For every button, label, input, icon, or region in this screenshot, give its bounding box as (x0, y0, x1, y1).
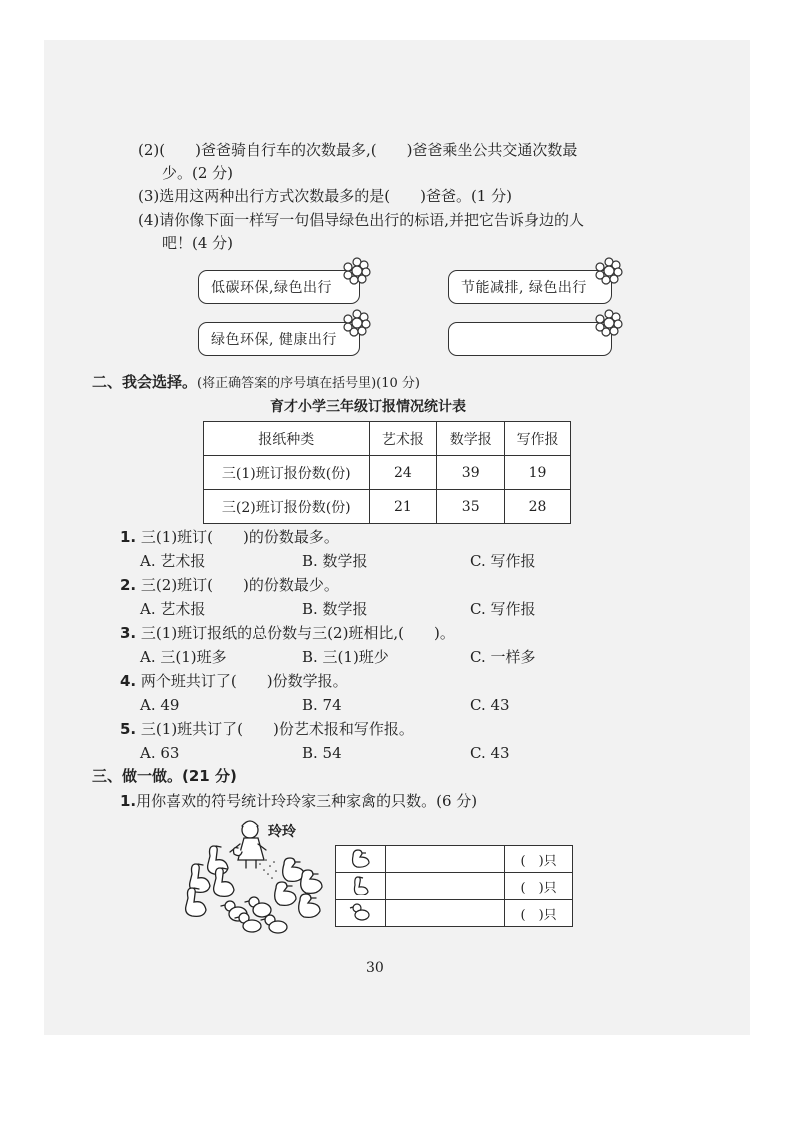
tally-row (336, 846, 573, 873)
question-text: 三(1)班订报纸的总份数与三(2)班相比,( )。 (140, 624, 455, 642)
table-row-label: 三(2)班订报份数(份) (204, 490, 370, 524)
tally-row (336, 873, 573, 900)
tally-row (336, 900, 573, 927)
slogan-bubble (448, 270, 612, 304)
section-2-heading: 二、我会选择。 (92, 373, 198, 391)
slogan-text: 节能减排, 绿色出行 (461, 280, 587, 296)
question-number: 4. (120, 672, 137, 690)
subscription-table (203, 421, 571, 524)
tally-input[interactable] (385, 900, 504, 927)
question-number: 2. (120, 576, 137, 594)
section-3-heading: 三、做一做。(21 分) (92, 767, 237, 785)
table-header-cell: 数学报 (437, 422, 505, 456)
option-c[interactable]: C. 一样多 (470, 648, 536, 666)
option-a[interactable]: A. 三(1)班多 (140, 648, 227, 666)
goose-icon (348, 873, 372, 895)
slogan-text: 低碳环保,绿色出行 (211, 280, 332, 296)
tally-answer[interactable]: ( )只 (505, 846, 573, 873)
question-3: (3)选用这两种出行方式次数最多的是( )爸爸。(1 分) (138, 187, 512, 205)
table-header-cell: 艺术报 (369, 422, 437, 456)
table-cell: 28 (505, 490, 571, 524)
chick-icon (245, 897, 271, 917)
flower-icon (595, 257, 623, 285)
question-2-line-1: (2)( )爸爸骑自行车的次数最多,( )爸爸乘坐公共交通次数最 (138, 141, 578, 159)
table-header-row (204, 422, 571, 456)
choice-question (120, 575, 339, 595)
table-row-label: 三(1)班订报份数(份) (204, 456, 370, 490)
question-number: 3. (120, 624, 137, 642)
table-cell: 24 (369, 456, 437, 490)
girl-name-label: 玲玲 (268, 824, 296, 840)
question-number: 5. (120, 720, 137, 738)
slogan-bubble (198, 322, 360, 356)
flower-icon (343, 257, 371, 285)
duck-icon (348, 846, 372, 868)
table-title: 育才小学三年级订报情况统计表 (270, 399, 466, 415)
option-b[interactable]: B. 数学报 (302, 600, 368, 618)
page-number: 30 (366, 960, 384, 976)
goose-icon (214, 868, 234, 896)
tally-input[interactable] (385, 873, 504, 900)
duck-icon (299, 894, 320, 917)
option-c[interactable]: C. 写作报 (470, 600, 536, 618)
option-b[interactable]: B. 54 (302, 744, 342, 762)
option-a[interactable]: A. 艺术报 (140, 600, 206, 618)
table-cell: 39 (437, 456, 505, 490)
table-cell: 19 (505, 456, 571, 490)
chick-icon (348, 900, 372, 922)
option-c[interactable]: C. 43 (470, 696, 510, 714)
choice-question (120, 719, 414, 739)
tally-animal-cell (336, 873, 386, 900)
question-text: 三(1)班订( )的份数最多。 (140, 528, 339, 546)
part3-question-1 (120, 791, 477, 811)
slogan-answer-box[interactable] (448, 322, 612, 356)
question-4-line-2: 吧！(4 分) (162, 234, 234, 252)
question-text: 用你喜欢的符号统计玲玲家三种家禽的只数。(6 分) (136, 792, 478, 810)
choice-question (120, 671, 348, 691)
table-cell: 21 (369, 490, 437, 524)
question-text: 两个班共订了( )份数学报。 (140, 672, 348, 690)
chick-icon (261, 915, 287, 933)
question-4-line-1: (4)请你像下面一样写一句倡导绿色出行的标语,并把它告诉身边的人 (138, 211, 585, 229)
tally-animal-cell (336, 900, 386, 927)
option-a[interactable]: A. 49 (140, 696, 180, 714)
option-c[interactable]: C. 写作报 (470, 552, 536, 570)
choice-question (120, 623, 455, 643)
slogan-bubble (198, 270, 360, 304)
flower-icon (595, 309, 623, 337)
question-2-line-2: 少。(2 分) (162, 164, 234, 182)
tally-answer[interactable]: ( )只 (505, 900, 573, 927)
section-2-header (92, 372, 420, 394)
table-header-cell: 写作报 (505, 422, 571, 456)
question-number: 1. (120, 528, 137, 546)
tally-answer[interactable]: ( )只 (505, 873, 573, 900)
poultry-illustration (180, 816, 330, 934)
table-row (204, 490, 571, 524)
option-c[interactable]: C. 43 (470, 744, 510, 762)
girl-icon (230, 821, 266, 868)
duck-icon (275, 882, 296, 905)
question-text: 三(2)班订( )的份数最少。 (140, 576, 339, 594)
choice-question (120, 527, 339, 547)
question-number: 1. (120, 792, 137, 810)
slogan-text: 绿色环保, 健康出行 (211, 332, 337, 348)
section-2-instruction: (将正确答案的序号填在括号里)(10 分) (197, 376, 420, 391)
option-b[interactable]: B. 三(1)班少 (302, 648, 389, 666)
option-a[interactable]: A. 63 (140, 744, 180, 762)
option-a[interactable]: A. 艺术报 (140, 552, 206, 570)
table-row (204, 456, 571, 490)
option-b[interactable]: B. 74 (302, 696, 342, 714)
table-header-cell: 报纸种类 (204, 422, 370, 456)
question-text: 三(1)班共订了( )份艺术报和写作报。 (140, 720, 414, 738)
flower-icon (343, 309, 371, 337)
tally-table (335, 845, 573, 927)
tally-animal-cell (336, 846, 386, 873)
duck-icon (301, 870, 322, 893)
tally-input[interactable] (385, 846, 504, 873)
table-cell: 35 (437, 490, 505, 524)
option-b[interactable]: B. 数学报 (302, 552, 368, 570)
